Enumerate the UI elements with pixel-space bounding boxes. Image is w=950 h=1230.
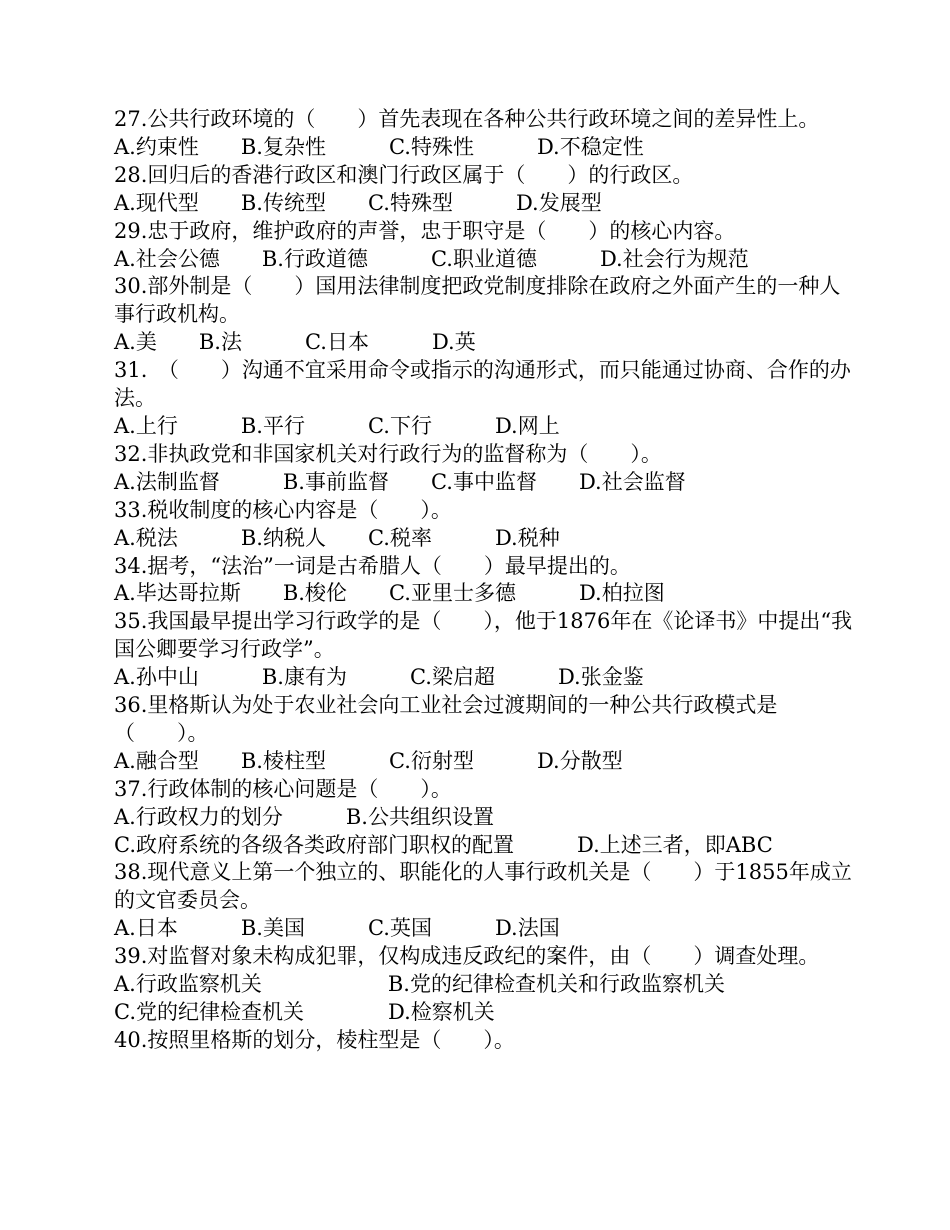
question-28: [114, 162, 854, 218]
question-options: A.毕达哥拉斯 B.梭伦 C.亚里士多德 D.柏拉图: [114, 581, 665, 606]
question-37: [114, 776, 854, 860]
question-options: A.社会公德 B.行政道德 C.职业道德 D.社会行为规范: [114, 246, 749, 271]
question-stem: 28.回归后的香港行政区和澳门行政区属于（ ）的行政区。: [114, 162, 694, 187]
question-options: A.税法 B.纳税人 C.税率 D.税种: [114, 525, 560, 550]
question-stem: 36.里格斯认为处于农业社会向工业社会过渡期间的一种公共行政模式是（ ）。: [114, 693, 778, 745]
question-stem: 33.税收制度的核心内容是（ ）。: [114, 497, 452, 522]
question-40: [114, 1027, 854, 1055]
question-options: A.行政监察机关 B.党的纪律检查机关和行政监察机关: [114, 972, 725, 997]
question-stem: 40.按照里格斯的划分，棱柱型是（ ）。: [114, 1027, 515, 1052]
question-stem: 38.现代意义上第一个独立的、职能化的人事行政机关是（ ）于1855年成立的文官委员会。: [114, 860, 852, 913]
question-options: A.法制监督 B.事前监督 C.事中监督 D.社会监督: [114, 469, 686, 494]
question-32: [114, 441, 854, 497]
question-options: C.政府系统的各级各类政府部门职权的配置 D.上述三者，即ABC: [114, 832, 773, 857]
question-options: A.现代型 B.传统型 C.特殊型 D.发展型: [114, 190, 602, 215]
question-stem: 29.忠于政府，维护政府的声誉，忠于职守是（ ）的核心内容。: [114, 218, 736, 243]
question-stem: 39.对监督对象未构成犯罪，仅构成违反政纪的案件，由（ ）调查处理。: [114, 944, 820, 969]
question-options: A.日本 B.美国 C.英国 D.法国: [114, 916, 560, 941]
question-stem: 35.我国最早提出学习行政学的是（ ），他于1876年在《论译书》中提出“我国公卿要学习行政学”。: [114, 609, 853, 662]
question-options: A.上行 B.平行 C.下行 D.网上: [114, 413, 560, 438]
question-31: [114, 357, 854, 441]
question-39: [114, 943, 854, 1027]
question-options: A.美 B.法 C.日本 D.英: [114, 330, 476, 355]
question-stem: 37.行政体制的核心问题是（ ）。: [114, 776, 452, 801]
question-29: [114, 218, 854, 274]
question-stem: 30.部外制是（ ）国用法律制度把政党制度排除在政府之外面产生的一种人事行政机构。: [114, 274, 841, 327]
question-options: A.约束性 B.复杂性 C.特殊性 D.不稳定性: [114, 134, 644, 159]
question-38: [114, 859, 854, 943]
question-stem: 31. （ ）沟通不宜采用命令或指示的沟通形式，而只能通过协商、合作的办法。: [114, 358, 851, 411]
question-34: [114, 553, 854, 609]
question-30: [114, 273, 854, 357]
question-36: [114, 692, 854, 776]
question-27: [114, 106, 854, 162]
question-stem: 27.公共行政环境的（ ）首先表现在各种公共行政环境之间的差异性上。: [114, 107, 820, 131]
question-options: A.融合型 B.棱柱型 C.衍射型 D.分散型: [114, 748, 623, 773]
question-stem: 32.非执政党和非国家机关对行政行为的监督称为（ ）。: [114, 441, 662, 466]
question-options: C.党的纪律检查机关 D.检察机关: [114, 1000, 495, 1024]
question-options: A.行政权力的划分 B.公共组织设置: [114, 804, 494, 829]
question-35: [114, 608, 854, 692]
question-list: [114, 106, 854, 1055]
question-options: A.孙中山 B.康有为 C.梁启超 D.张金鉴: [114, 665, 644, 690]
question-33: [114, 497, 854, 553]
question-stem: 34.据考，“法治”一词是古希腊人（ ）最早提出的。: [114, 553, 631, 578]
